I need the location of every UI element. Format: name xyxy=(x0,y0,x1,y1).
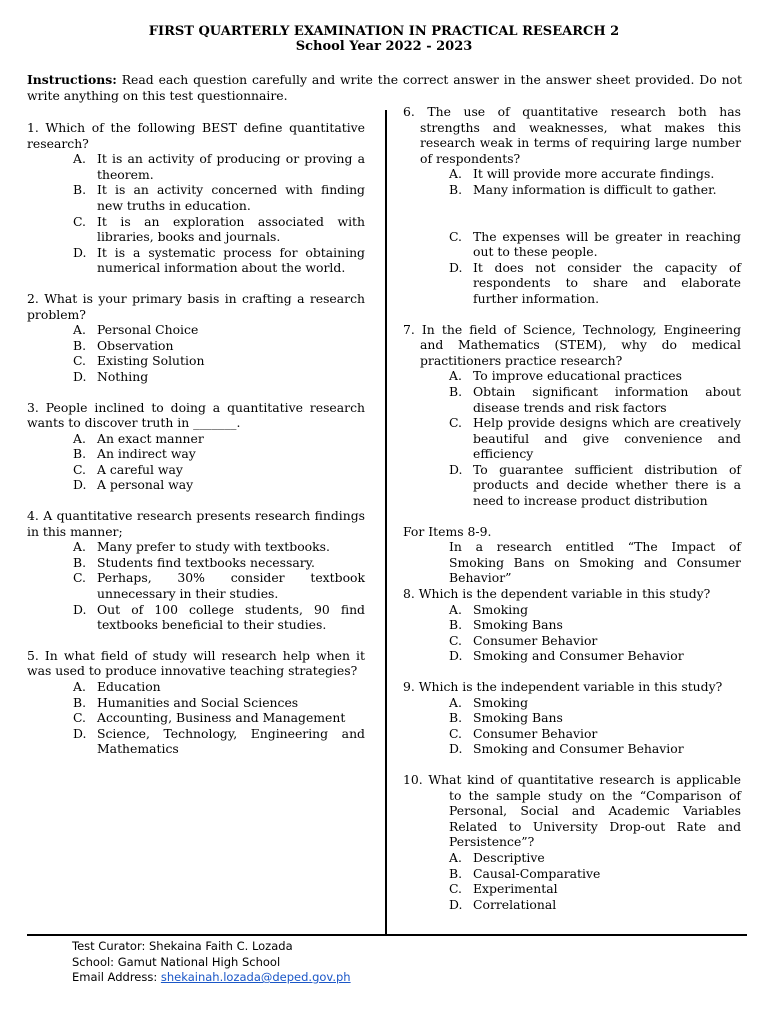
option-text: It will provide more accurate findings. xyxy=(473,166,715,182)
option-letter: D. xyxy=(73,725,87,741)
option-letter: B. xyxy=(73,446,87,462)
option-text: The expenses will be greater in reaching out to these people. xyxy=(473,228,741,260)
option-text: Descriptive xyxy=(473,849,545,865)
option-a xyxy=(27,679,365,695)
test-curator: Test Curator: Shekaina Faith C. Lozada xyxy=(72,939,293,953)
option-letter: C. xyxy=(73,213,86,229)
footer-rule xyxy=(27,934,747,936)
right-column xyxy=(403,104,741,912)
option-c xyxy=(27,353,365,369)
option-text: Consumer Behavior xyxy=(473,725,598,741)
exam-title: FIRST QUARTERLY EXAMINATION IN PRACTICAL RESEARCH 2 xyxy=(148,24,620,39)
option-letter: C. xyxy=(73,710,86,726)
school-year: School Year 2022 - 2023 xyxy=(295,39,473,54)
option-letter: D. xyxy=(449,259,463,275)
option-a xyxy=(27,322,365,338)
option-text: Smoking Bans xyxy=(473,617,563,633)
option-letter: B. xyxy=(73,694,87,710)
option-text: A careful way xyxy=(97,461,183,477)
option-letter: C. xyxy=(449,725,462,741)
option-letter: A. xyxy=(73,539,86,555)
option-letter: A. xyxy=(73,151,86,167)
option-letter: C. xyxy=(73,570,86,586)
option-text: Many information is difficult to gather. xyxy=(473,181,717,197)
option-text: It does not consider the capacity of respondents to share and elaborate further information. xyxy=(473,259,741,306)
option-letter: D. xyxy=(449,648,463,664)
option-letter: C. xyxy=(449,632,462,648)
option-a xyxy=(403,695,741,711)
option-letter: B. xyxy=(449,710,463,726)
footer xyxy=(72,939,351,986)
question-stem: 8. Which is the dependent variable in this study? xyxy=(403,586,711,602)
question-stem: 2. What is your primary basis in crafting a research problem? xyxy=(27,290,365,322)
items-8-9-label: For Items 8-9. xyxy=(403,523,492,539)
option-text: Existing Solution xyxy=(97,353,205,369)
question-stem: 1. Which of the following BEST define quantitative research? xyxy=(27,120,365,151)
option-letter: B. xyxy=(449,383,463,399)
question-3 xyxy=(27,400,365,494)
option-letter: D. xyxy=(449,741,463,757)
option-text: Science, Technology, Engineering and Mathematics xyxy=(97,725,365,757)
instructions-label: Instructions: xyxy=(27,72,117,87)
option-letter: B. xyxy=(73,182,87,198)
instructions xyxy=(27,72,742,103)
option-text: Correlational xyxy=(473,896,557,912)
option-d xyxy=(403,897,741,913)
email-link[interactable]: shekainah.lozada@deped.gov.ph xyxy=(160,970,351,984)
option-b xyxy=(403,182,741,198)
column-divider xyxy=(385,110,387,934)
option-letter: B. xyxy=(73,554,87,570)
instructions-text: Read each question carefully and write the correct answer in the answer sheet provided. Do not write anything on this test questionnaire. xyxy=(27,72,742,103)
option-letter: A. xyxy=(449,849,462,865)
option-text: Humanities and Social Sciences xyxy=(97,694,299,710)
option-a xyxy=(403,602,741,618)
option-c xyxy=(403,415,741,462)
option-text: An exact manner xyxy=(97,430,204,446)
option-d xyxy=(27,477,365,493)
option-text: Smoking xyxy=(473,694,529,710)
option-text: Causal-Comparative xyxy=(473,865,601,881)
option-text: It is an activity concerned with finding new truths in education. xyxy=(97,182,365,213)
option-text: Students find textbooks necessary. xyxy=(97,554,315,570)
option-letter: A. xyxy=(449,694,462,710)
option-text: Smoking xyxy=(473,601,529,617)
question-stem: 6. The use of quantitative research both has strengths and weaknesses, what makes this research weak in terms of requiring large number of respondents? xyxy=(403,104,741,166)
option-text: It is a systematic process for obtaining numerical information about the world. xyxy=(97,244,365,276)
option-text: Many prefer to study with textbooks. xyxy=(97,539,330,555)
option-letter: B. xyxy=(449,617,463,633)
option-letter: A. xyxy=(449,601,462,617)
question-6 xyxy=(403,104,741,307)
question-4 xyxy=(27,508,365,633)
option-a xyxy=(403,850,741,866)
option-text: Consumer Behavior xyxy=(473,632,598,648)
option-letter: D. xyxy=(449,896,463,912)
option-b xyxy=(27,446,365,462)
question-7 xyxy=(403,322,741,509)
option-letter: D. xyxy=(73,601,87,617)
left-column xyxy=(27,120,365,757)
option-letter: D. xyxy=(449,461,463,477)
option-a xyxy=(403,166,741,182)
option-d xyxy=(27,245,365,276)
option-text: Help provide designs which are creatively beautiful and give convenience and efficiency xyxy=(473,415,741,462)
option-d xyxy=(403,648,741,664)
option-d xyxy=(403,741,741,757)
option-b xyxy=(403,710,741,726)
option-b xyxy=(403,384,741,415)
option-c xyxy=(403,726,741,742)
question-stem: 9. Which is the independent variable in this study? xyxy=(403,679,723,694)
option-letter: A. xyxy=(73,679,86,694)
question-stem: 4. A quantitative research presents research findings in this manner; xyxy=(27,508,365,539)
option-text: Smoking and Consumer Behavior xyxy=(473,648,684,664)
option-c xyxy=(403,881,741,897)
option-text: It is an activity of producing or proving a theorem. xyxy=(97,151,365,182)
option-text: Smoking and Consumer Behavior xyxy=(473,741,684,757)
option-text: Obtain significant information about disease trends and risk factors xyxy=(473,383,741,415)
option-b xyxy=(403,617,741,633)
option-letter: A. xyxy=(73,322,86,338)
option-b xyxy=(27,182,365,213)
question-9 xyxy=(403,679,741,757)
option-d xyxy=(403,260,741,307)
question-5 xyxy=(27,648,365,757)
option-c xyxy=(403,229,741,260)
option-letter: A. xyxy=(449,166,462,182)
option-b xyxy=(27,338,365,354)
option-c xyxy=(403,633,741,649)
option-a xyxy=(27,151,365,182)
option-text: To improve educational practices xyxy=(473,368,682,384)
question-stem: 10. What kind of quantitative research is applicable to the sample study on the “Comparison of Personal, Social and Academic Variables Related to University Drop-out Rate and Persistence”? xyxy=(403,771,741,850)
option-text: Out of 100 college students, 90 find textbooks beneficial to their studies. xyxy=(97,601,365,633)
option-b xyxy=(403,866,741,882)
option-letter: C. xyxy=(73,461,86,477)
question-stem: 7. In the field of Science, Technology, Engineering and Mathematics (STEM), why do medical practitioners practice research? xyxy=(403,321,741,368)
option-text: Experimental xyxy=(473,881,558,897)
option-letter: C. xyxy=(73,353,86,369)
option-letter: A. xyxy=(73,430,86,446)
question-8 xyxy=(403,586,741,664)
option-letter: D. xyxy=(73,477,87,493)
question-2 xyxy=(27,291,365,385)
option-letter: B. xyxy=(449,181,463,197)
option-letter: A. xyxy=(449,368,462,384)
option-text: Accounting, Business and Management xyxy=(97,710,346,726)
option-text: It is an exploration associated with libraries, books and journals. xyxy=(97,213,365,245)
option-letter: C. xyxy=(449,228,462,244)
option-c xyxy=(27,462,365,478)
option-d xyxy=(27,369,365,385)
option-letter: C. xyxy=(449,881,462,897)
option-letter: D. xyxy=(73,368,87,384)
items-8-9-context: In a research entitled “The Impact of Smoking Bans on Smoking and Consumer Behavior” xyxy=(449,539,741,586)
option-text: Perhaps, 30% consider textbook unnecessary in their studies. xyxy=(97,570,365,602)
question-stem: 5. In what field of study will research help when it was used to produce innovative teaching strategies? xyxy=(27,647,365,679)
option-text: An indirect way xyxy=(97,446,196,462)
option-text: Education xyxy=(97,679,161,694)
school-name: School: Gamut National High School xyxy=(72,954,281,969)
option-letter: D. xyxy=(73,244,87,260)
option-b xyxy=(27,555,365,571)
option-d xyxy=(403,462,741,509)
option-text: Smoking Bans xyxy=(473,710,563,726)
option-a xyxy=(403,368,741,384)
option-text: To guarantee sufficient distribution of products and decide whether there is a need to increase product distribution xyxy=(473,461,741,509)
option-text: Observation xyxy=(97,337,174,353)
option-d xyxy=(27,602,365,633)
question-1 xyxy=(27,120,365,276)
option-b xyxy=(27,695,365,711)
option-text: A personal way xyxy=(97,477,194,493)
option-letter: B. xyxy=(449,865,463,881)
email-label: Email Address: xyxy=(72,970,161,984)
option-letter: C. xyxy=(449,415,462,431)
option-c xyxy=(27,710,365,726)
exam-title-block xyxy=(0,24,768,54)
option-a xyxy=(27,539,365,555)
email-line xyxy=(72,970,351,986)
option-c xyxy=(27,214,365,245)
option-text: Personal Choice xyxy=(97,322,199,338)
option-a xyxy=(27,431,365,447)
option-c xyxy=(27,570,365,601)
option-d xyxy=(27,726,365,757)
question-10 xyxy=(403,772,741,912)
question-stem: 3. People inclined to doing a quantitative research wants to discover truth in _______. xyxy=(27,399,365,431)
option-letter: B. xyxy=(73,337,87,353)
option-text: Nothing xyxy=(97,368,149,384)
